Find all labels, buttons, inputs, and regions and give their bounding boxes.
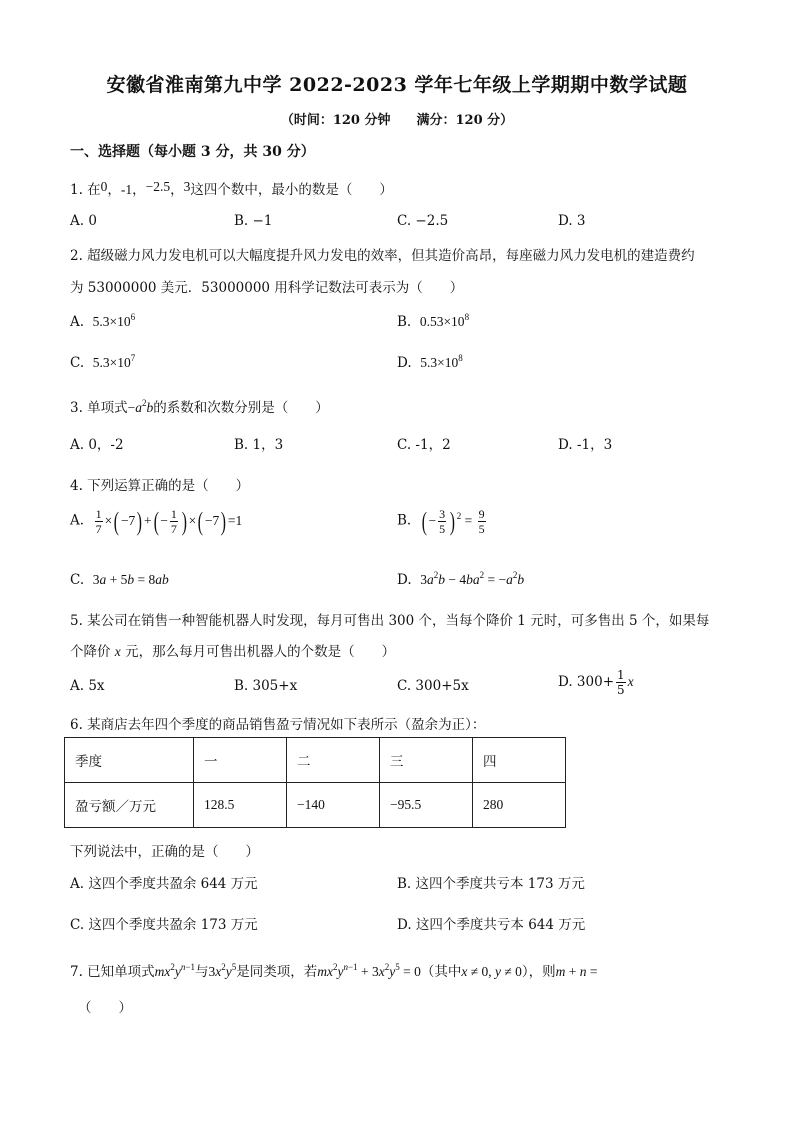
monomial-expression: $-a^2b$ bbox=[127, 398, 154, 415]
quarterly-profit-table bbox=[64, 737, 566, 828]
q3-option-a[interactable]: A. 0，-2 bbox=[70, 437, 124, 453]
question-7-answer-blank: （ ） bbox=[78, 1000, 132, 1016]
q5-option-a[interactable]: A. 5x bbox=[70, 678, 105, 694]
q6-option-c[interactable]: C. 这四个季度共盈余 173 万元 bbox=[70, 917, 258, 933]
question-7: 7. 已知单项式$mx^2y^{n-1}$与$3x^2y^5$是同类项，若$mx^2y^{n-1} + 3x^2y^5 = 0$（其中x ≠ 0, y ≠ 0），则m + n = bbox=[70, 962, 598, 980]
q5-option-c[interactable]: C. 300+5x bbox=[397, 678, 469, 694]
exam-title: 安徽省淮南第九中学 2022-2023 学年七年级上学期期中数学试题 bbox=[106, 74, 688, 96]
table-cell: 280 bbox=[473, 783, 566, 828]
full-score: 满分：120 分） bbox=[416, 113, 514, 128]
q3-option-d[interactable]: D. -1，3 bbox=[558, 437, 613, 453]
question-2-line-2: 为 53000000 美元．53000000 用科学记数法可表示为（ ） bbox=[70, 280, 464, 296]
q1-option-c[interactable]: C. −2.5 bbox=[397, 213, 449, 229]
q2-option-b[interactable]: B. $0.53\times 10^8$ bbox=[397, 312, 470, 330]
q3-option-b[interactable]: B. 1，3 bbox=[234, 437, 284, 453]
table-cell: 三 bbox=[380, 738, 473, 783]
table-row bbox=[65, 783, 566, 828]
q4-option-a[interactable]: A. $\frac{1}{7}$ ×( −7) +( − $\frac{1}{7}$ ) ×( −7) =1 bbox=[70, 506, 243, 536]
table-cell: 一 bbox=[194, 738, 287, 783]
table-header-row bbox=[65, 738, 566, 783]
q5-option-d[interactable]: D. 300+ $\frac{1}{5}$ x bbox=[558, 668, 634, 697]
q1-option-a[interactable]: A. 0 bbox=[70, 213, 97, 229]
q4-option-c[interactable]: C. 3a + 5b = 8ab bbox=[70, 572, 169, 588]
table-cell: −140 bbox=[287, 783, 380, 828]
q2-option-a[interactable]: A. $5.3\times 10^6$ bbox=[70, 312, 136, 330]
q4d-expression: $3a^2b - 4ba^2 = -a^2b$ bbox=[420, 570, 525, 587]
question-5-line-1: 5. 某公司在销售一种智能机器人时发现，每月可售出 300 个，当每个降价 1 元时，可多售出 5 个，如果每 bbox=[70, 613, 710, 629]
q4-option-d[interactable]: D. $3a^2b - 4ba^2 = -a^2b$ bbox=[397, 570, 525, 588]
question-4: 4. 下列运算正确的是（ ） bbox=[70, 478, 250, 494]
question-6-prompt: 下列说法中，正确的是（ ） bbox=[70, 844, 259, 860]
q1-option-d[interactable]: D. 3 bbox=[558, 213, 586, 229]
question-1: 1. 在0，-1，−2.5，3这四个数中，最小的数是（ ） bbox=[70, 179, 393, 198]
question-3: 3. 单项式$-a^2b$的系数和次数分别是（ ） bbox=[70, 398, 329, 416]
q6-option-a[interactable]: A. 这四个季度共盈余 644 万元 bbox=[70, 876, 258, 892]
table-cell: 盈亏额／万元 bbox=[65, 783, 194, 828]
table-cell: 二 bbox=[287, 738, 380, 783]
section-heading: 一、选择题（每小题 3 分，共 30 分） bbox=[70, 144, 315, 160]
exam-subtitle bbox=[0, 109, 794, 128]
q4b-expression: ( − $\frac{3}{5}$ ) $^2$ = $\frac{9}{5}$ bbox=[421, 506, 485, 536]
question-5-line-2: 个降价 x 元，那么每月可售出机器人的个数是（ ） bbox=[70, 644, 396, 660]
q6-option-d[interactable]: D. 这四个季度共亏本 644 万元 bbox=[397, 917, 586, 933]
q2-option-d[interactable]: D. $5.3\times 10^8$ bbox=[397, 353, 463, 371]
table-cell: 季度 bbox=[65, 738, 194, 783]
table-cell: 四 bbox=[473, 738, 566, 783]
q3-option-c[interactable]: C. -1，2 bbox=[397, 437, 451, 453]
table-cell: −95.5 bbox=[380, 783, 473, 828]
q4-option-b[interactable]: B. ( − $\frac{3}{5}$ ) $^2$ = $\frac{9}{5}$ bbox=[397, 507, 488, 536]
table-cell: 128.5 bbox=[194, 783, 287, 828]
q4a-expression: $\frac{1}{7}$ ×( −7) +( − $\frac{1}{7}$ ) ×( −7) =1 bbox=[95, 506, 243, 536]
question-2-line-1: 2. 超级磁力风力发电机可以大幅度提升风力发电的效率，但其造价高昂，每座磁力风力发电机的建造费约 bbox=[70, 248, 695, 264]
q5-option-b[interactable]: B. 305+x bbox=[234, 678, 298, 694]
q2-option-c[interactable]: C. $5.3\times 10^7$ bbox=[70, 353, 136, 371]
question-6: 6. 某商店去年四个季度的商品销售盈亏情况如下表所示（盈余为正）： bbox=[70, 717, 486, 733]
q1-option-b[interactable]: B. −1 bbox=[234, 213, 273, 229]
time-limit: （时间：120 分钟 bbox=[280, 113, 391, 128]
q4c-expression: 3a + 5b = 8ab bbox=[92, 572, 169, 587]
q6-option-b[interactable]: B. 这四个季度共亏本 173 万元 bbox=[397, 876, 585, 892]
